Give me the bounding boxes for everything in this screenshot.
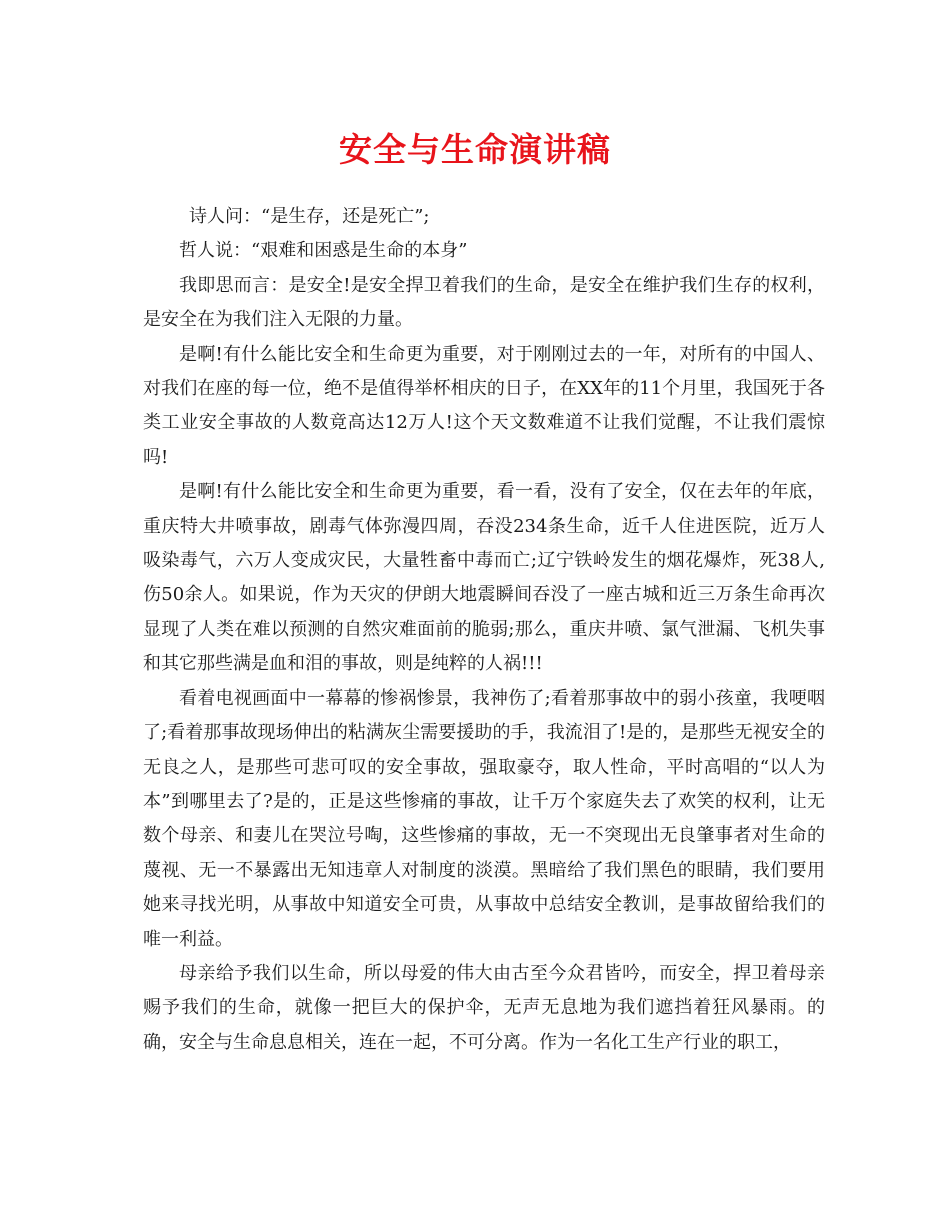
paragraph-accidents: 是啊!有什么能比安全和生命更为重要，看一看，没有了安全，仅在去年的年底，重庆特大井喷事故，剧毒气体弥漫四周，吞没234条生命，近千人住进医院，近万人吸染毒气，六万人变成灾民，大量牲畜中毒而亡;辽宁铁岭发生的烟花爆炸，死38人,伤50余人。如果说，作为天灾的伊朗大地震瞬间吞没了一座古城和近三万条生命再次显现了人类在难以预测的自然灾难面前的脆弱;那么，重庆井喷、氯气泄漏、飞机失事和其它那些满是血和泪的事故，则是纯粹的人祸!!! — [143, 481, 825, 675]
paragraph-tv-scenes: 看着电视画面中一幕幕的惨祸惨景，我神伤了;看着那事故中的弱小孩童，我哽咽了;看着那事故现场伸出的粘满灰尘需要援助的手，我流泪了!是的，是那些无视安全的无良之人，是那些可悲可叹的安全事故，强取豪夺，取人性命，平时高唱的“以人为本”到哪里去了?是的，正是这些惨痛的事故，让千万个家庭失去了欢笑的权利，让无数个母亲、和妻儿在哭泣号啕，这些惨痛的事故，无一不突现出无良肇事者对生命的蔑视、无一不暴露出无知违章人对制度的淡漠。黑暗给了我们黑色的眼睛，我们要用她来寻找光明，从事故中知道安全可贵，从事故中总结安全教训，是事故留给我们的唯一利益。 — [143, 687, 825, 950]
paragraph-safety-answer: 我即思而言：是安全!是安全捍卫着我们的生命，是安全在维护我们生存的权利，是安全在为我们注入无限的力量。 — [143, 274, 825, 331]
paragraph-philosopher: 哲人说：“艰难和困惑是生命的本身” — [179, 240, 468, 262]
document-title: 安全与生命演讲稿 — [339, 130, 611, 169]
paragraph-past-year: 是啊!有什么能比安全和生命更为重要，对于刚刚过去的一年，对所有的中国人、对我们在座的每一位，绝不是值得举杯相庆的日子，在XX年的11个月里，我国死于各类工业安全事故的人数竟高达12万人!这个天文数难道不让我们觉醒，不让我们震惊吗! — [143, 343, 825, 468]
document-body — [143, 200, 825, 1060]
paragraph-poet: 诗人问：“是生存，还是死亡”; — [189, 206, 430, 227]
paragraph-mother: 母亲给予我们以生命，所以母爱的伟大由古至今众君皆吟，而安全，捍卫着母亲赐予我们的生命，就像一把巨大的保护伞，无声无息地为我们遮挡着狂风暴雨。的确，安全与生命息息相关，连在一起，不可分离。作为一名化工生产行业的职工， — [143, 962, 825, 1053]
